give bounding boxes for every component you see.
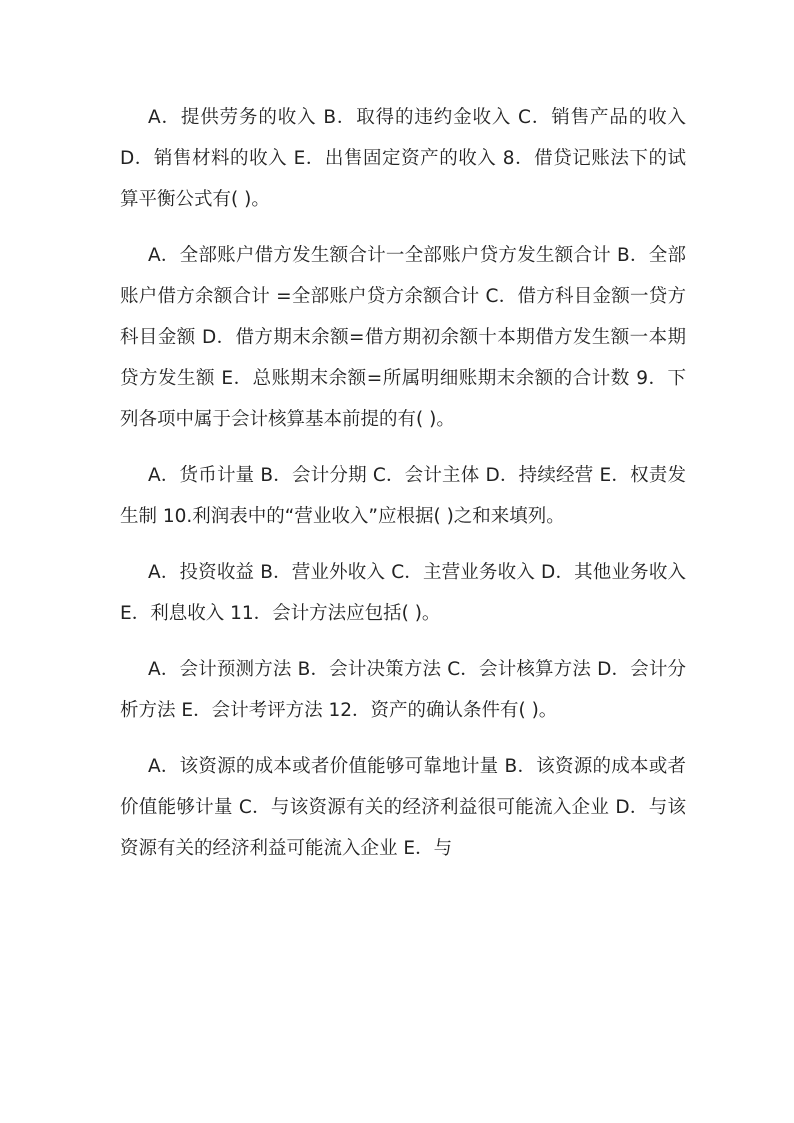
paragraph-options-q8: A．全部账户借方发生额合计一全部账户贷方发生额合计 B．全部账户借方余额合计 =全部账户贷方余额合计 C．借方科目金额一贷方科目金额 D．借方期末余额=借方期初余额十本期借方发生额一本期贷方发生额 E．总账期末余额=所属明细账期末余额的合计数 9．下列各项中属于会计核算基本前提的有( )。 [120, 245, 686, 430]
document-body [120, 97, 686, 884]
paragraph-options-q10: A．投资收益 B．营业外收入 C．主营业务收入 D．其他业务收入 E．利息收入 11．会计方法应包括( )。 [120, 562, 686, 624]
paragraph-options-q11: A．会计预测方法 B．会计决策方法 C．会计核算方法 D．会计分析方法 E．会计考评方法 12．资产的确认条件有( )。 [120, 659, 686, 721]
paragraph-options-q9: A．货币计量 B．会计分期 C．会计主体 D．持续经营 E．权责发生制 10.利润表中的“营业收入”应根据( )之和来填列。 [120, 465, 686, 527]
paragraph-options-q7: A．提供劳务的收入 B．取得的违约金收入 C．销售产品的收入 D．销售材料的收入 E．出售固定资产的收入 8．借贷记账法下的试算平衡公式有( )。 [120, 107, 686, 210]
paragraph-options-q12: A．该资源的成本或者价值能够可靠地计量 B．该资源的成本或者价值能够计量 C．与该资源有关的经济利益很可能流入企业 D．与该资源有关的经济利益可能流入企业 E．与 [120, 756, 686, 859]
